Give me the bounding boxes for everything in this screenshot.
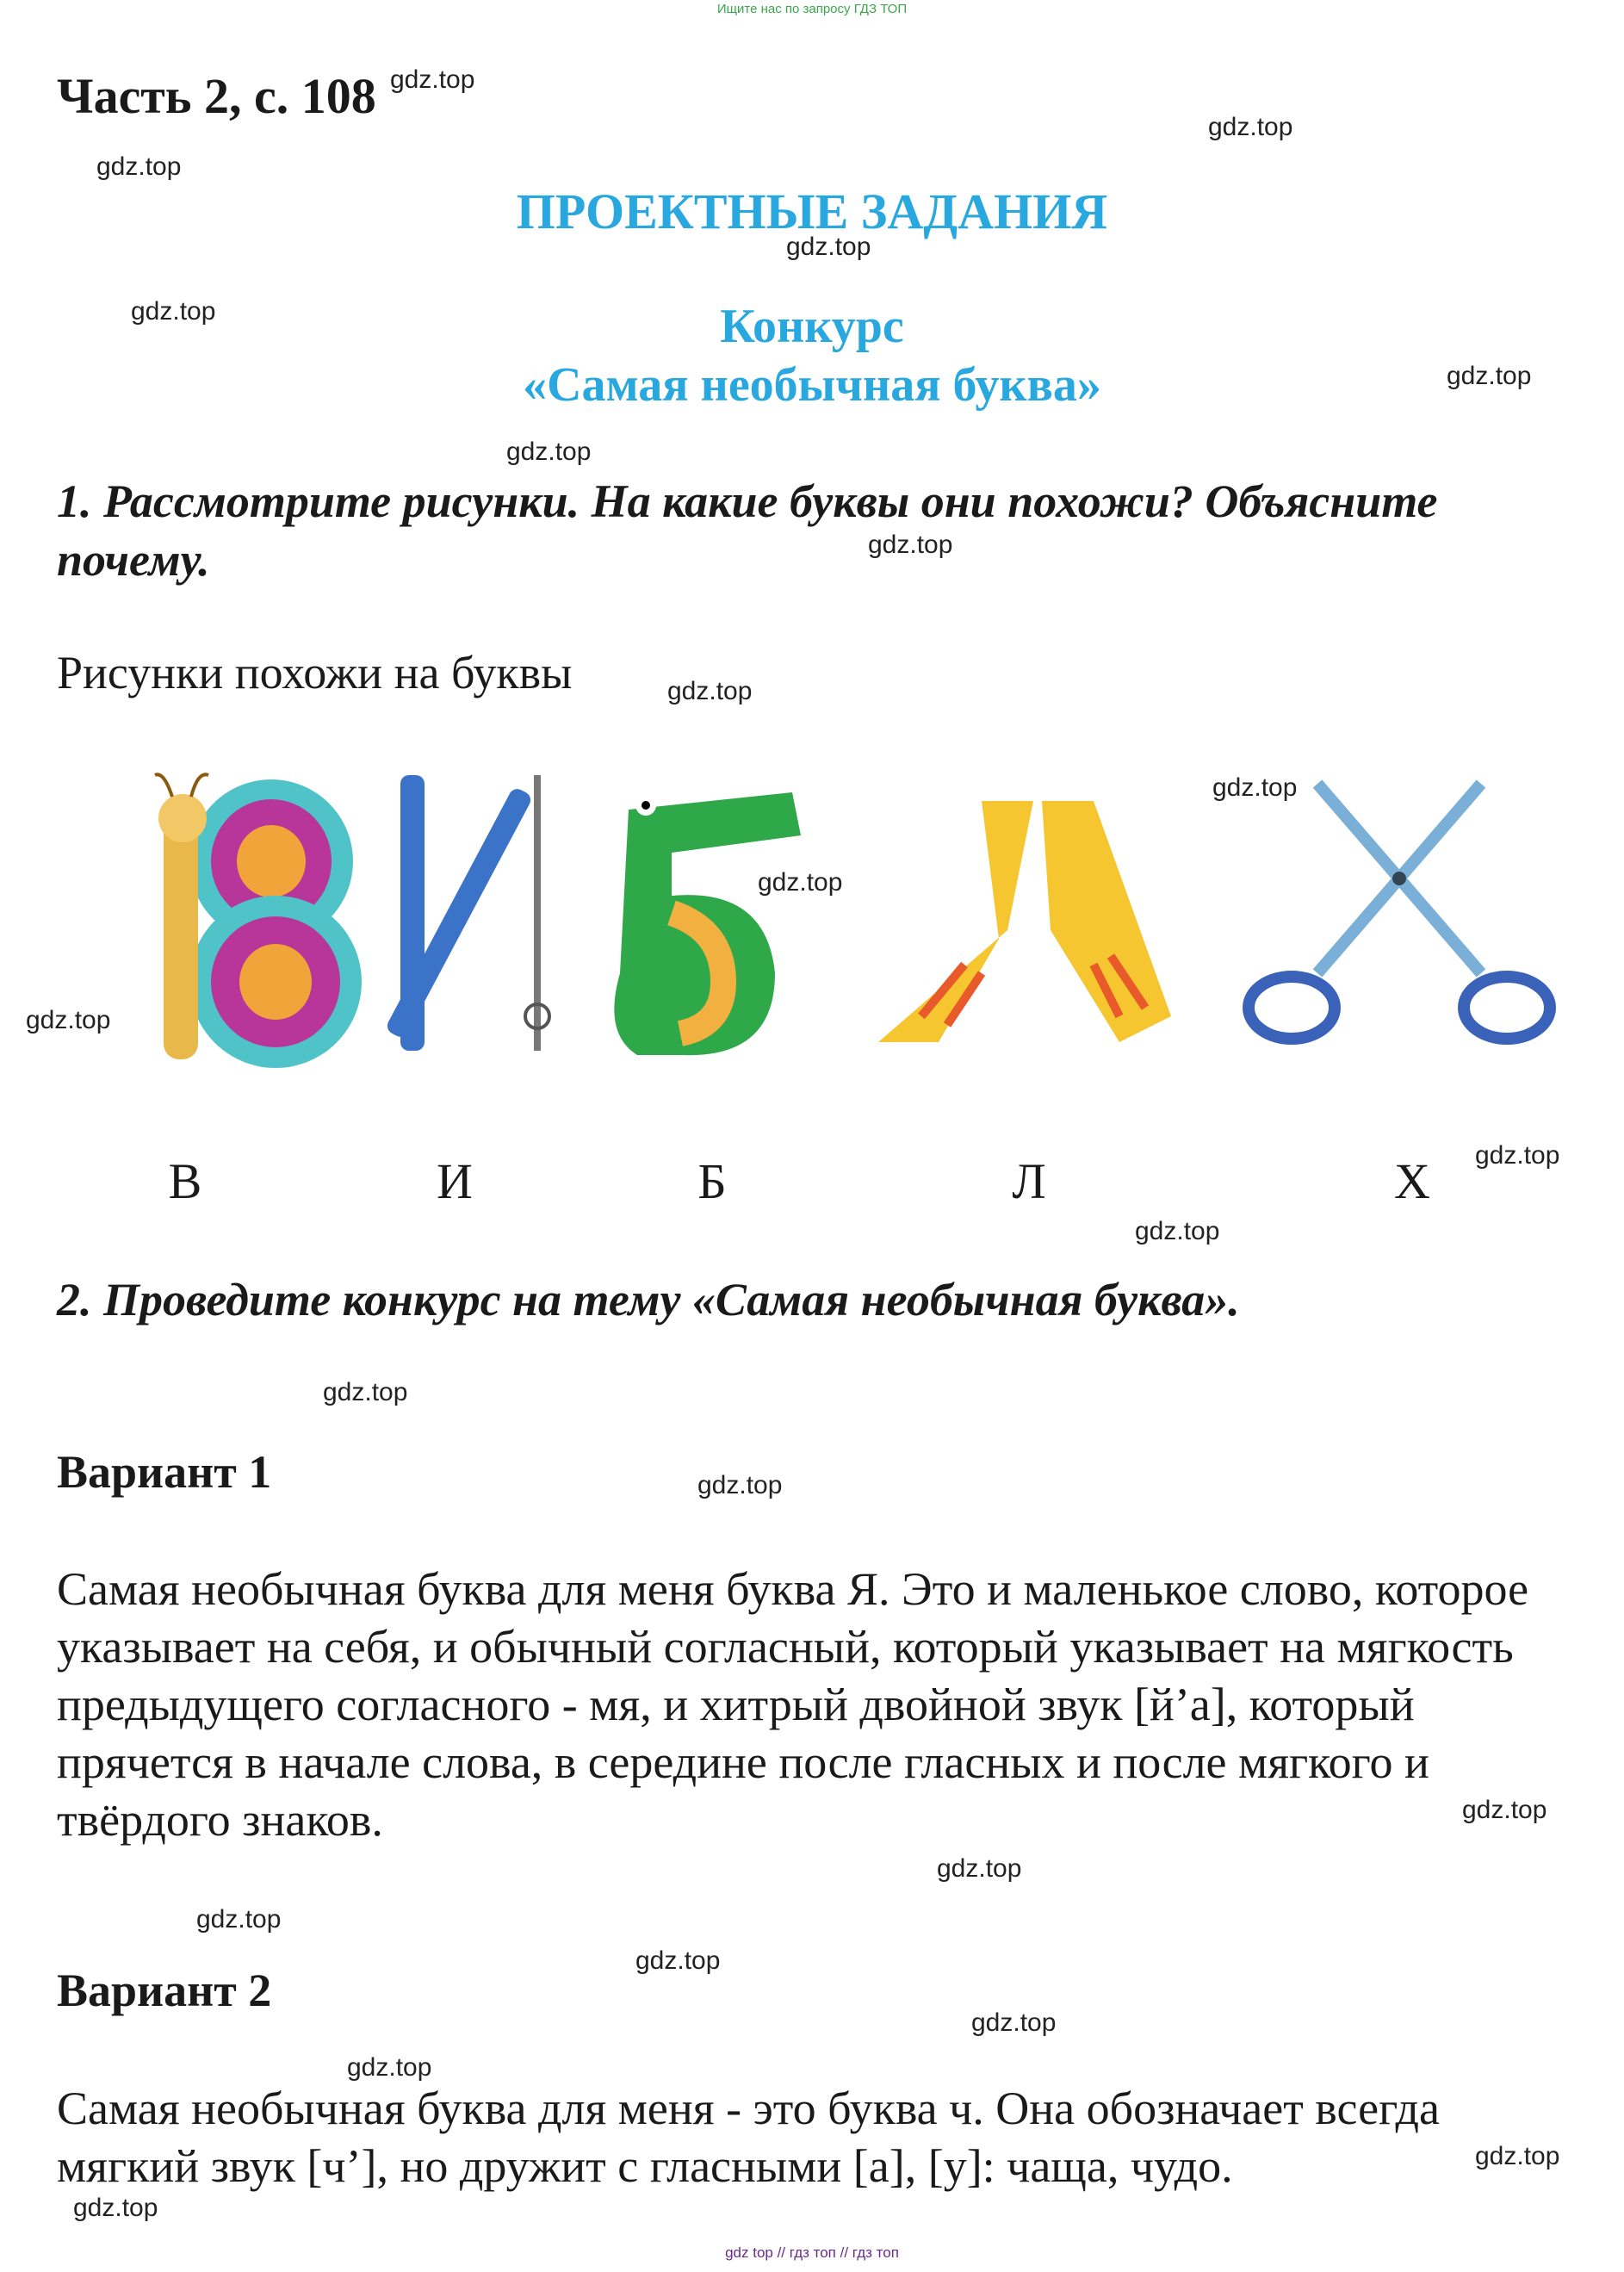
variant-2-text: Самая необычная буква для меня - это буква ч. Она обозначает всегда мягкий звук [ч’], но дружит с гласными [а], [у]: чаща, чудо. bbox=[57, 2083, 1440, 2192]
watermark: gdz.top bbox=[1462, 1796, 1547, 1824]
crocodile-letter-b-icon bbox=[614, 792, 801, 1055]
watermark: gdz.top bbox=[937, 1854, 1022, 1883]
flippers-letter-l-icon bbox=[878, 801, 1171, 1042]
section-heading: ПРОЕКТНЫЕ ЗАДАНИЯ bbox=[516, 183, 1108, 239]
watermark: gdz.top bbox=[697, 1471, 783, 1499]
watermark: gdz.top bbox=[323, 1378, 408, 1406]
watermark: gdz.top bbox=[1212, 773, 1298, 802]
letter-label: Л bbox=[1012, 1153, 1046, 1209]
task-1: 1. Рассмотрите рисунки. На какие буквы они похожи? Объясните почему. bbox=[57, 475, 1438, 586]
watermark: gdz.top bbox=[347, 2053, 432, 2082]
letter-label: В bbox=[168, 1153, 202, 1209]
watermark: gdz.top bbox=[96, 152, 182, 181]
letter-pictures bbox=[86, 758, 1567, 1068]
task-2: 2. Проведите конкурс на тему «Самая необычная буква». bbox=[57, 1274, 1240, 1325]
footer: gdz top // гдз топ // гдз топ bbox=[725, 2244, 899, 2261]
butterfly-letter-v-icon bbox=[155, 774, 362, 1068]
contest-heading: Конкурс bbox=[720, 300, 904, 353]
watermark: gdz.top bbox=[73, 2194, 158, 2222]
watermark: gdz.top bbox=[667, 677, 753, 705]
top-note: Ищите нас по запросу ГДЗ ТОП bbox=[716, 2, 908, 16]
watermark: gdz.top bbox=[1475, 2142, 1560, 2170]
letter-label: Х bbox=[1394, 1153, 1430, 1209]
watermark: gdz.top bbox=[26, 1006, 111, 1034]
variant-1-text: Самая необычная буква для меня буква Я. Это и маленькое слово, которое указывает на себя, и обычный согласный, который указывает на мягкость предыдущего согласного - мя, и хитрый двойной звук [й’а], который прячется в начале слова, в середине после гласных и после мягкого и твёрдого знаков. bbox=[57, 1563, 1529, 1846]
watermark: gdz.top bbox=[868, 531, 953, 559]
watermark: gdz.top bbox=[635, 1946, 721, 1975]
letter-label: И bbox=[437, 1153, 473, 1209]
watermark: gdz.top bbox=[390, 65, 475, 94]
intro-text: Рисунки похожи на буквы bbox=[57, 647, 573, 698]
watermark: gdz.top bbox=[506, 438, 592, 466]
variant-1-title: Вариант 1 bbox=[57, 1446, 272, 1498]
watermark: gdz.top bbox=[786, 233, 871, 261]
watermark: gdz.top bbox=[1447, 362, 1532, 390]
watermark: gdz.top bbox=[196, 1905, 282, 1934]
letter-label: Б bbox=[697, 1153, 727, 1209]
scissors-letter-kh-icon bbox=[1249, 784, 1550, 1039]
variant-2-title: Вариант 2 bbox=[57, 1965, 272, 2016]
skis-letter-i-icon bbox=[384, 775, 549, 1051]
part-title: Часть 2, с. 108 bbox=[57, 68, 376, 124]
watermark: gdz.top bbox=[1475, 1141, 1560, 1170]
contest-title: «Самая необычная буква» bbox=[523, 358, 1101, 412]
watermark: gdz.top bbox=[971, 2008, 1057, 2037]
watermark: gdz.top bbox=[131, 297, 216, 326]
watermark: gdz.top bbox=[1208, 113, 1293, 141]
watermark: gdz.top bbox=[758, 868, 843, 897]
watermark: gdz.top bbox=[1135, 1217, 1220, 1245]
